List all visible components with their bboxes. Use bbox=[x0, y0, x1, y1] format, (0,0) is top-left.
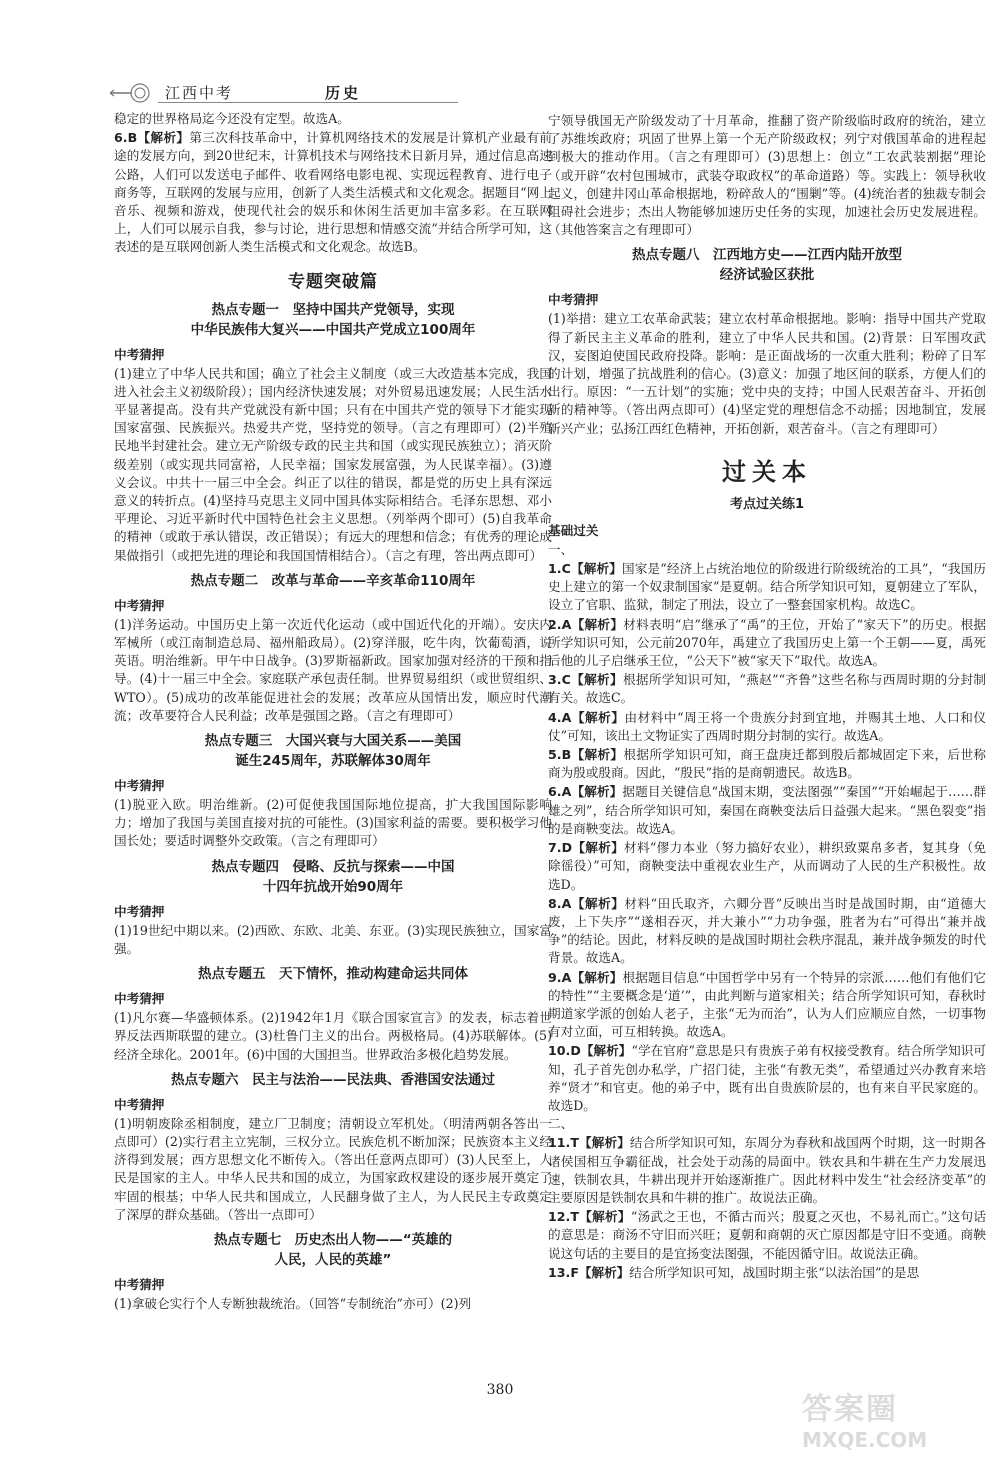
part-title: 过关本 bbox=[722, 456, 812, 486]
topic-title: 热点专题二 改革与革命——辛亥革命110周年 bbox=[190, 572, 476, 589]
answer-item: 9.A【解析】根据题目信息“中国哲学中另有一个特异的宗派……他们有他们它的特性”“主要概念是‘道’”，由此判断与道家相关；结合所学知识可知，春秋时期道家学派的创始人老子，主张“无为而治”，认为人们应顺应自然，一切事物有对立面，可互相转换。故选A。 bbox=[548, 969, 986, 1040]
answer-item: 7.D【解析】材料“僇力本业（努力搞好农业），耕织致粟帛多者，复其身（免除徭役）”可知，商鞅变法中重视农业生产，从而调动了人民的生产积极性。故选D。 bbox=[548, 840, 986, 892]
topic-answer: (1)洋务运动。中国历史上第一次近代化运动（或中国近代化的开端）。安庆内军械所（或江南制造总局、福州船政局）。(2)穿洋服，吃牛肉，饮葡萄酒，说英语。明治维新。甲午中日战争。(3)罗斯福新政。国家加强对经济的干预和指导。(4)十一届三中全会。家庭联产承包责任制。世界贸易组织（或世贸组织、WTO）。(5)成功的改革能促进社会的发展；改革应从国情出发，顺应时代潮流；改革要符合人民利益；改革是强国之路。（言之有理即可） bbox=[114, 616, 552, 723]
topic-answer: (1)19世纪中期以来。(2)西欧、东欧、北美、东亚。(3)实现民族独立，国家富强。 bbox=[114, 922, 552, 956]
topic-answer: (1)建立了中华人民共和国；确立了社会主义制度（或三大改造基本完成，我国进入社会主义初级阶段）；国内经济快速发展；对外贸易迅速发展；人民生活水平显著提高。没有共产党就没有新中国；只有在中国共产党的领导下才能实现国家富强、民族振兴。热爱共产党，坚持党的领导。（言之有理即可）(2)半殖民地半封建社会。建立无产阶级专政的民主共和国（或实现民族独立）；消灭阶级差别（或实现共同富裕，人民幸福；国家发展富强，为人民谋幸福）。(3)遵义会议。中共十一届三中全会。纠正了以往的错误，都是党的历史上具有深远意义的转折点。(4)坚持马克思主义同中国具体实际相结合。毛泽东思想、邓小平理论、习近平新时代中国特色社会主义思想。（列举两个即可）(5)自我革命的精神（或敢于承认错误，改正错误）；有远大的理想和信念；有优秀的理论成果做指引（或把先进的理论和我国国情相结合）。（言之有理，答出两点即可） bbox=[114, 365, 552, 563]
watermark-logo: 答案圈 bbox=[802, 1392, 898, 1427]
page-number: 380 bbox=[486, 1382, 514, 1398]
subsection-label: 基础过关 bbox=[548, 522, 599, 538]
answer-item: 6.A【解析】据题目关键信息“战国末期，变法图强”“秦国”“开始崛起于……群雄之列”，结合所学知识可知，秦国在商鞅变法后日益强大起来。“黑色裂变”指的是商鞅变法。故选A。 bbox=[548, 784, 986, 836]
topic-label: 中考猜押 bbox=[114, 1276, 165, 1292]
header-brand: 江西中考 bbox=[165, 84, 234, 102]
answer-item: 6.B【解析】第三次科技革命中，计算机网络技术的发展是计算机产业最有前途的发展方向，到20世纪末，计算机技术与网络技术日新月异，通过信息高速公路，人们可以发送电子邮件、收看网络电影电视、实现远程教育、进行电子商务等，互联网的发展与应用，创新了人类生活模式和文化观念。据题目“网上音乐、视频和游戏，使现代社会的娱乐和休闲生活更加丰富多彩。在互联网上，人们可以展示自我，参与讨论，进行思想和情感交流”并结合所学可知，这表述的是互联网创新人类生活模式和文化观念。故选B。 bbox=[114, 130, 553, 255]
watermark-url: MXQE.COM bbox=[802, 1428, 928, 1452]
running-header bbox=[110, 80, 470, 108]
watermark bbox=[802, 1384, 992, 1454]
answer-item: 5.B【解析】根据所学知识可知，商王盘庚迁都到殷后都城固定下来，后世称商为殷或殷商。因此，“殷民”指的是商朝遗民。故选B。 bbox=[548, 747, 987, 781]
topic-label: 中考猜押 bbox=[548, 292, 599, 308]
choice-answers bbox=[548, 560, 986, 1115]
topic-title: 热点专题五 天下情怀，推动构建命运共同体 bbox=[198, 966, 468, 983]
answer-item: 13.F【解析】结合所学知识可知，战国时期主张“以法治国”的是思 bbox=[548, 1264, 920, 1280]
topic-title: 热点专题一 坚持中国共产党领导，实现 中华民族伟大复兴——中国共产党成立100周年 bbox=[190, 301, 476, 338]
topic-answer: (1)拿破仑实行个人专断独裁统治。（回答“专制统治”亦可）(2)列 bbox=[114, 1295, 472, 1311]
part-marker: 二、 bbox=[548, 1116, 574, 1132]
topic-answer: (1)脱亚入欧。明治维新。(2)可促使我国国际地位提高，扩大我国国际影响力；增加了我国与美国直接对抗的可能性。(3)国家利益的需要。要积极学习他国长处；要适时调整外交政策。（言之有理即可） bbox=[114, 797, 552, 849]
continued-text: 宁领导俄国无产阶级发动了十月革命，推翻了资产阶级临时政府的统治，建立了苏维埃政府；巩固了世界上第一个无产阶级政权；列宁对俄国革命的进程起到极大的推动作用。（言之有理即可）(3)思想上：创立“工农武装割据”理论（或开辟“农村包围城市，武装夺取政权”的革命道路）等。实践上：领导秋收起义，创建井冈山革命根据地，粉碎敌人的“围剿”等。(4)统治者的独裁专制会阻碍社会进步；杰出人物能够加速历史任务的实现，加速社会历史发展进程。（其他答案言之有理即可） bbox=[548, 113, 986, 238]
topic-label: 中考猜押 bbox=[114, 1096, 165, 1112]
topic-title: 热点专题四 侵略、反抗与探索——中国 十四年抗战开始90周年 bbox=[211, 858, 455, 895]
answer-item: 1.C【解析】国家是“经济上占统治地位的阶级进行阶级统治的工具”，“我国历史上建立的第一个奴隶制国家”是夏朝。结合所学知识可知，夏朝建立了军队，设立了官职、监狱，制定了刑法，设立了一整套国家机构。故选C。 bbox=[548, 561, 986, 613]
topic-label: 中考猜押 bbox=[114, 597, 165, 613]
section-title: 专题突破篇 bbox=[288, 271, 378, 292]
header-rule bbox=[158, 102, 458, 103]
topic-answer: (1)明朝废除丞相制度，建立厂卫制度；清朝设立军机处。（明清两朝各答出一点即可）(2)实行君主立宪制，三权分立。民族危机不断加深；民族资本主义经济得到发展；西方思想文化不断传入。（答出任意两点即可）(3)人民至上，人民是国家的主人。中华人民共和国的成立，为国家政权建设的逐步展开奠定了牢固的根基；中华人民共和国成立，人民翻身做了主人，为人民民主专政奠定了深厚的群众基础。（答出一点即可） bbox=[114, 1115, 552, 1222]
answer-item: 8.A【解析】材料“田氏取齐，六卿分晋”反映出当时是战国时期，由“道德大废，上下失序”“遂相吞灭，并大兼小”“力功争强，胜者为右”可得出“兼并战争”的结论。因此，材料反映的是战国时期社会秩序混乱，兼并战争频发的时代背景。故选A。 bbox=[548, 895, 987, 966]
topic-title: 热点专题七 历史杰出人物——“英雄的 人民，人民的英雄” bbox=[213, 1231, 453, 1268]
answer-item: 4.A【解析】由材料中“周王将一个贵族分封到宜地，并赐其土地、人口和仪仗”可知，该出土文物证实了西周时期分封制的实行。故选A。 bbox=[548, 709, 986, 743]
topic-label: 中考猜押 bbox=[114, 346, 165, 362]
judgement-answers bbox=[548, 1134, 986, 1282]
continued-text: 稳定的世界格局迄今还没有定型。故选A。 bbox=[114, 111, 350, 126]
left-column bbox=[114, 110, 552, 1313]
topic-answer: (1)凡尔赛—华盛顿体系。(2)1942年1月《联合国家宣言》的发表，标志着世界反法西斯联盟的建立。(3)杜鲁门主义的出台。两极格局。(4)苏联解体。(5)经济全球化。2001年。(6)中国的大国担当。世界政治多极化趋势发展。 bbox=[114, 1010, 552, 1062]
topic-answer: (1)举措：建立工农革命武装；建立农村革命根据地。影响：指导中国共产党取得了新民主主义革命的胜利，建立了中华人民共和国。(2)背景：日军围攻武汉，妄图迫使国民政府投降。影响：是正面战场的一次重大胜利；粉碎了日军的计划，增强了抗战胜利的信心。(3)意义：加强了地区间的联系，方便人们的出行。原因：“一五计划”的实施；党中央的支持；中国人民艰苦奋斗、开拓创新的精神等。（答出两点即可）(4)坚定党的理想信念不动摇；因地制宜，发展新兴产业；弘扬江西红色精神，开拓创新，艰苦奋斗。（言之有理即可） bbox=[548, 311, 986, 436]
topic-title: 热点专题六 民主与法治——民法典、香港国安法通过 bbox=[171, 1071, 495, 1088]
header-logo-icon bbox=[110, 82, 150, 104]
answer-item: 12.T【解析】“汤武之王也，不循古而兴；殷夏之灭也，不易礼而亡。”这句话的意思是：商汤不守旧而兴旺；夏朝和商朝的灭亡原因都是守旧不变通。商鞅说这句话的主要目的是宜扬变法图强，不能因循守旧。故说法正确。 bbox=[548, 1209, 987, 1261]
topic-title: 热点专题八 江西地方史——江西内陆开放型 经济试验区获批 bbox=[632, 247, 902, 284]
right-column bbox=[548, 112, 986, 1282]
answer-item: 10.D【解析】“学在官府”意思是只有贵族子弟有权接受教育。结合所学知识可知，孔子首先创办私学，广招门徒，主张“有教无类”，希望通过兴办教育来培养“贤才”和官吏。他的弟子中，既有出自贵族阶层的，也有来自平民家庭的。故选D。 bbox=[548, 1043, 986, 1113]
topic-label: 中考猜押 bbox=[114, 991, 165, 1007]
topic-label: 中考猜押 bbox=[114, 778, 165, 794]
topic-label: 中考猜押 bbox=[114, 903, 165, 919]
topic-title: 热点专题三 大国兴衰与大国关系——美国 诞生245周年，苏联解体30周年 bbox=[204, 733, 462, 770]
header-subject: 历史 bbox=[325, 84, 362, 102]
exercise-title: 考点过关练1 bbox=[729, 496, 805, 512]
answer-item: 2.A【解析】材料表明“启”继承了“禹”的王位，开始了“家天下”的历史。根据所学知识可知，公元前2070年，禹建立了我国历史上第一个王朝——夏，禹死后他的儿子启继承王位，“公天下”被“家天下”取代。故选A。 bbox=[548, 616, 986, 669]
answer-item: 3.C【解析】根据所学知识可知，“燕赵”“齐鲁”这些名称与西周时期的分封制有关。故选C。 bbox=[548, 672, 986, 706]
answer-item: 11.T【解析】结合所学知识可知，东周分为春秋和战国两个时期，这一时期各诸侯国相互争霸征战，社会处于动荡的局面中。铁农具和牛耕在生产力发展迅速，铁制农具，牛耕出现并开始逐渐推广。因此材料中发生“社会经济变革”的主要原因是铁制农具和牛耕的推广。故说法正确。 bbox=[548, 1135, 987, 1205]
part-marker: 一、 bbox=[548, 541, 574, 557]
